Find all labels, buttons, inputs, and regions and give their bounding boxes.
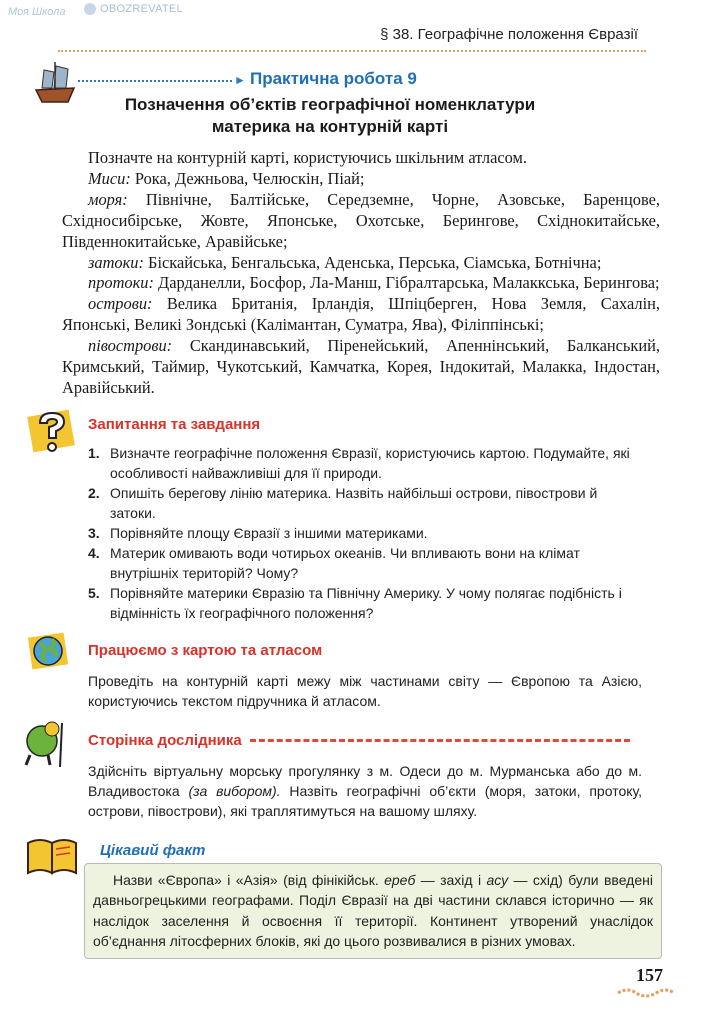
item-label: протоки: <box>88 273 154 293</box>
question-number: 2. <box>88 484 100 501</box>
watermark-text: Моя Школа <box>8 6 66 18</box>
question-item <box>88 443 643 483</box>
item-text: Дарданелли, Босфор, Ла-Манш, Гібралтарська, Малаккська, Берингова; <box>153 273 660 293</box>
text: Назви «Європа» і «Азія» (від фінікійськ. <box>113 871 385 888</box>
intro: Позначте на контурній карті, користуючись шкільним атласом. <box>88 148 528 167</box>
question-item <box>88 483 643 523</box>
practical-work-title <box>60 94 600 138</box>
question-text: Визначте географічне положення Євразії, користуючись картою. Подумайте, які особливості найважливіші для її природи. <box>110 444 630 481</box>
fact-title: Цікавий факт <box>100 841 206 859</box>
list-item <box>62 190 660 253</box>
item-text: Скандинавський, Піренейський, Апеннінський, Балканський, Кримський, Таймир, Чукотський, Камчатка, Корея, Індокитай, Малакка, Індостан, Аравійський. <box>62 336 660 397</box>
question-text: Опишіть берегову лінію материка. Назвіть найбільші острови, півострови й затоки. <box>110 484 598 521</box>
item-label: острови: <box>88 294 153 314</box>
question-number: 3. <box>88 524 100 541</box>
explorer-section <box>0 731 722 821</box>
questions-section <box>0 415 722 623</box>
questions-title: Запитання та завдання <box>88 415 261 433</box>
page-number-block <box>636 965 696 1005</box>
text: — схід) були введені давньогрецькими географами. Поділ Євразії на дві частини склався історично — як наслідок заселення й освоєння її території. Континент утворений унаслідок об’єднання літосферних блоків, які до цього розвивалися в різних умовах. <box>93 871 653 950</box>
globe-icon <box>28 631 68 671</box>
question-number: 1. <box>88 444 100 461</box>
text: — захід і <box>415 871 487 888</box>
list-item <box>62 169 660 190</box>
questions-list <box>88 443 643 623</box>
running-header: § 38. Географічне положення Євразії <box>380 26 638 43</box>
dotted-leader <box>78 80 232 82</box>
fact-section <box>0 841 722 959</box>
item-label: затоки: <box>88 252 144 272</box>
question-item <box>88 583 643 623</box>
question-item <box>88 523 643 543</box>
question-text: Порівняйте площу Євразії з іншими материками. <box>110 524 428 541</box>
question-text: Материк омивають води чотирьох океанів. Чи впливають вони на клімат внутрішніх територій? Чому? <box>110 544 580 581</box>
list-item <box>62 253 660 274</box>
question-text: Порівняйте материки Євразію та Північну Америку. У чому полягає подібність і відмінність їх географічного положення? <box>110 584 622 621</box>
question-item <box>88 543 643 583</box>
map-work-title: Працюємо з картою та атласом <box>88 641 323 659</box>
map-work-section <box>0 641 722 711</box>
list-item <box>62 336 660 399</box>
item-text: Рока, Дежньова, Челюскін, Піай; <box>130 168 365 188</box>
list-item <box>62 273 660 294</box>
item-text: Біскайська, Бенгальська, Аденська, Перська, Сіамська, Ботнічна; <box>143 252 602 272</box>
fact-box <box>84 863 662 959</box>
italic-text: (за вибором). <box>188 782 281 799</box>
practical-work-heading <box>0 56 722 92</box>
open-book-icon <box>26 837 78 875</box>
item-text: Велика Британія, Ірландія, Шпіцберген, Нова Земля, Сахалін, Японські, Великі Зондські (Калімантан, Суматра, Ява), Філіппінські; <box>62 294 660 335</box>
fact-text <box>93 870 653 952</box>
title-line-1: Позначення об’єктів географічної номенклатури <box>124 95 536 114</box>
question-number: 4. <box>88 544 100 561</box>
text: Здійсніть віртуальну морську прогулянку з м. Одеси до м. Мурманська або до м. Владивостока <box>88 762 642 799</box>
dashed-divider <box>250 739 630 742</box>
item-label: моря: <box>88 189 128 209</box>
page-number: 157 <box>636 964 663 985</box>
ship-icon <box>32 60 78 106</box>
ornament-icon <box>616 987 676 999</box>
explorer-icon <box>22 717 70 769</box>
practical-work-body <box>62 148 660 399</box>
text: Назвіть географічні об’єкти (моря, затоки, протоку, острови, півострови), які траплятимуться на вашому шляху. <box>88 782 643 819</box>
item-label: півострови: <box>88 336 173 356</box>
item-text: Північне, Балтійське, Середземне, Чорне, Азовське, Баренцове, Східносибірське, Жовте, Японське, Охотське, Берингове, Східнокитайське, Південнокитайське, Аравійське; <box>62 189 660 251</box>
fact-paragraph <box>93 870 653 952</box>
practical-work-label: Практична робота 9 <box>250 69 417 88</box>
header-divider <box>58 50 646 52</box>
explorer-text <box>88 761 642 821</box>
explorer-heading <box>88 731 630 751</box>
explorer-title: Сторінка дослідника <box>88 731 242 749</box>
arrow-icon: ► <box>234 73 246 87</box>
italic-text: асу <box>486 871 509 888</box>
map-work-text: Проведіть на контурній карті межу між частинами світу — Європою та Азією, користуючись текстом підручника й атласом. <box>88 672 642 709</box>
question-mark-icon <box>24 407 76 455</box>
title-line-2: материка на контурній карті <box>211 117 449 136</box>
italic-text: ереб <box>384 871 416 888</box>
list-item <box>62 294 660 336</box>
watermark-text: OBOZREVATEL <box>84 3 183 15</box>
header <box>0 0 722 56</box>
item-label: Миси: <box>88 168 131 188</box>
question-number: 5. <box>88 584 100 601</box>
